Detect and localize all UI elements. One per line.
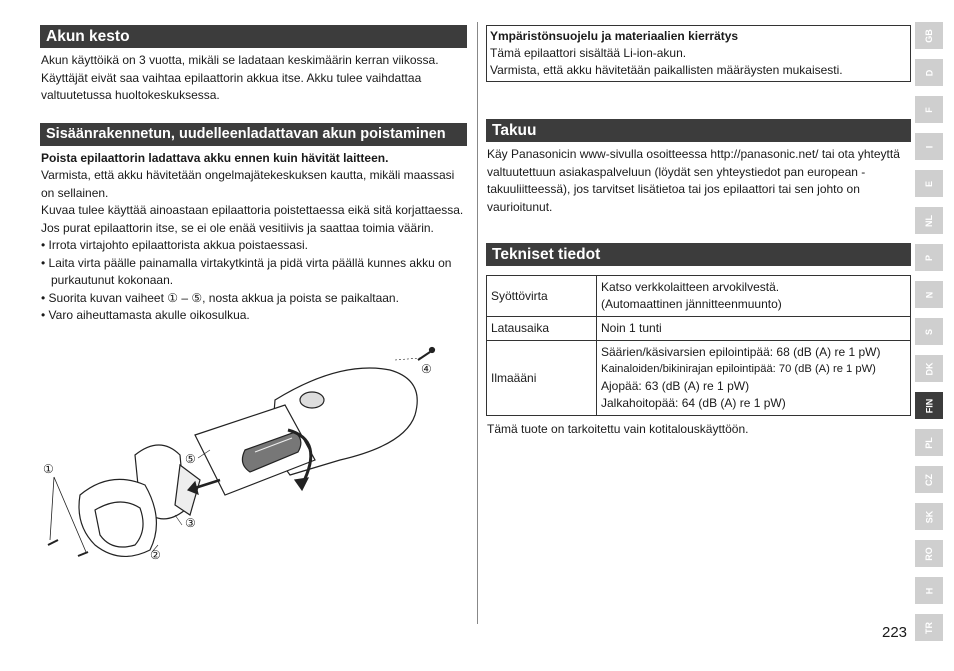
language-tab-e	[915, 170, 943, 197]
language-tab-label: SK	[923, 510, 934, 523]
poisto-bold-note: Poista epilaattorin ladattava akku ennen kuin hävität laitteen.	[41, 150, 389, 165]
callout-5: ⑤	[185, 452, 196, 466]
column-divider	[477, 22, 478, 624]
language-tab-i	[915, 133, 943, 160]
spec-footnote: Tämä tuote on tarkoitettu vain kotitalouskäyttöön.	[487, 422, 749, 436]
spec-value-line: Katso verkkolaitteen arvokilvestä.	[601, 280, 780, 294]
poisto-bullet: • Laita virta päälle painamalla virtakytkintä ja pidä virta päällä kunnes akku on purkautunut kokonaan.	[41, 255, 452, 287]
spec-value-line: Jalkahoitopää: 64 (dB (A) re 1 pW)	[601, 396, 786, 410]
language-tab-label: S	[923, 328, 934, 335]
disassembly-illustration	[40, 340, 460, 590]
epilator-drawing	[40, 340, 460, 590]
language-tab-label: FIN	[924, 398, 934, 413]
page-number: 223	[882, 624, 908, 641]
spec-label: Ilmaääni	[487, 341, 597, 416]
callout-2: ②	[150, 548, 161, 562]
language-tab-cz	[915, 466, 943, 493]
right-column	[486, 119, 911, 439]
spec-value-line: (Automaattinen jännitteenmuunto)	[601, 297, 782, 311]
language-tab-ro	[915, 540, 943, 567]
poisto-bullet: • Varo aiheuttamasta akulle oikosulkua.	[41, 308, 250, 322]
section-heading-tekniset: Tekniset tiedot	[486, 243, 911, 266]
spec-value	[597, 341, 911, 416]
language-tab-label: RO	[924, 546, 934, 561]
language-tab-s	[915, 318, 943, 345]
language-tab-label: E	[923, 180, 934, 187]
eco-line-1: Tämä epilaattori sisältää Li-ion-akun.	[490, 46, 687, 60]
poisto-paragraph-1: Varmista, että akku hävitetään ongelmajätekeskuksen kautta, mikäli maassasi on sellainen.	[41, 168, 455, 200]
language-tab-p	[915, 244, 943, 271]
language-tab-label: GB	[924, 28, 934, 43]
spec-table	[486, 275, 911, 416]
akun-kesto-text: Akun käyttöikä on 3 vuotta, mikäli se ladataan keskimäärin kerran viikossa. Käyttäjät eivät saa vaihtaa epilaattorin akkua itse. Akku tulee vaihdattaa valtuutetussa huoltokeskuksessa.	[41, 53, 439, 102]
eco-line-2: Varmista, että akku hävitetään paikallisten määräysten mukaisesti.	[490, 63, 843, 77]
takuu-text: Käy Panasonicin www-sivulla osoitteessa http://panasonic.net/ tai ota yhteyttä valtuutettuun asiakaspalveluun (löydät sen yhteystiedot pan european -takuuliitteessä), jos tarvitset lisätietoa tai jos epilaattori tai sen johto on vaurioitunut.	[487, 147, 900, 214]
language-tab-label: DK	[924, 362, 934, 375]
language-tab-f	[915, 96, 943, 123]
language-tab-sk	[915, 503, 943, 530]
language-tab-gb	[915, 22, 943, 49]
spec-value-line: Ajopää: 63 (dB (A) re 1 pW)	[601, 379, 750, 393]
poisto-bullet: • Suorita kuvan vaiheet ① – ⑤, nosta akkua ja poista se paikaltaan.	[41, 290, 399, 305]
language-tab-label: H	[924, 587, 934, 594]
spec-label: Latausaika	[487, 317, 597, 341]
spec-value: Noin 1 tunti	[597, 317, 911, 341]
language-tab-label: CZ	[924, 473, 934, 486]
eco-title: Ympäristönsuojelu ja materiaalien kierrätys	[490, 29, 739, 43]
section-heading-takuu: Takuu	[486, 119, 911, 142]
callout-3: ③	[185, 516, 196, 530]
language-tab-label: D	[924, 69, 934, 76]
poisto-bullet: • Irrota virtajohto epilaattorista akkua poistaessasi.	[41, 238, 308, 252]
spec-value	[597, 276, 911, 317]
language-tab-dk	[915, 355, 943, 382]
section-heading-akun-kesto: Akun kesto	[40, 25, 467, 48]
language-tab-d	[915, 59, 943, 86]
section-heading-poisto: Sisäänrakennetun, uudelleenladattavan akun poistaminen	[40, 123, 467, 146]
language-tab-h	[915, 577, 943, 604]
language-tabs	[915, 22, 943, 651]
spec-value-line: Kainaloiden/bikinirajan epilointipää: 70 (dB (A) re 1 pW)	[601, 363, 876, 375]
language-tab-fin	[915, 392, 943, 419]
table-row	[487, 341, 911, 416]
callout-4: ④	[421, 362, 432, 376]
table-row	[487, 276, 911, 317]
language-tab-label: F	[924, 106, 934, 113]
eco-box	[486, 25, 911, 82]
language-tab-label: NL	[924, 214, 934, 227]
table-row	[487, 317, 911, 341]
language-tab-nl	[915, 207, 943, 234]
poisto-body	[40, 150, 467, 325]
language-tab-n	[915, 281, 943, 308]
left-column	[40, 25, 467, 325]
language-tab-label: TR	[924, 621, 934, 634]
language-tab-pl	[915, 429, 943, 456]
language-tab-label: I	[923, 145, 934, 148]
language-tab-label: P	[923, 254, 934, 261]
callout-1: ①	[43, 462, 54, 476]
language-tab-label: PL	[923, 436, 934, 449]
language-tab-tr	[915, 614, 943, 641]
poisto-paragraph-2: Kuvaa tulee käyttää ainoastaan epilaattoria poistettaessa eikä sitä korjattaessa. Jos purat epilaattorin itse, se ei ole enää vesitiivis ja saattaa toimia väärin.	[41, 203, 464, 235]
language-tab-label: N	[924, 291, 934, 298]
spec-value-line: Säärien/käsivarsien epilointipää: 68 (dB (A) re 1 pW)	[601, 345, 881, 359]
spec-label: Syöttövirta	[487, 276, 597, 317]
